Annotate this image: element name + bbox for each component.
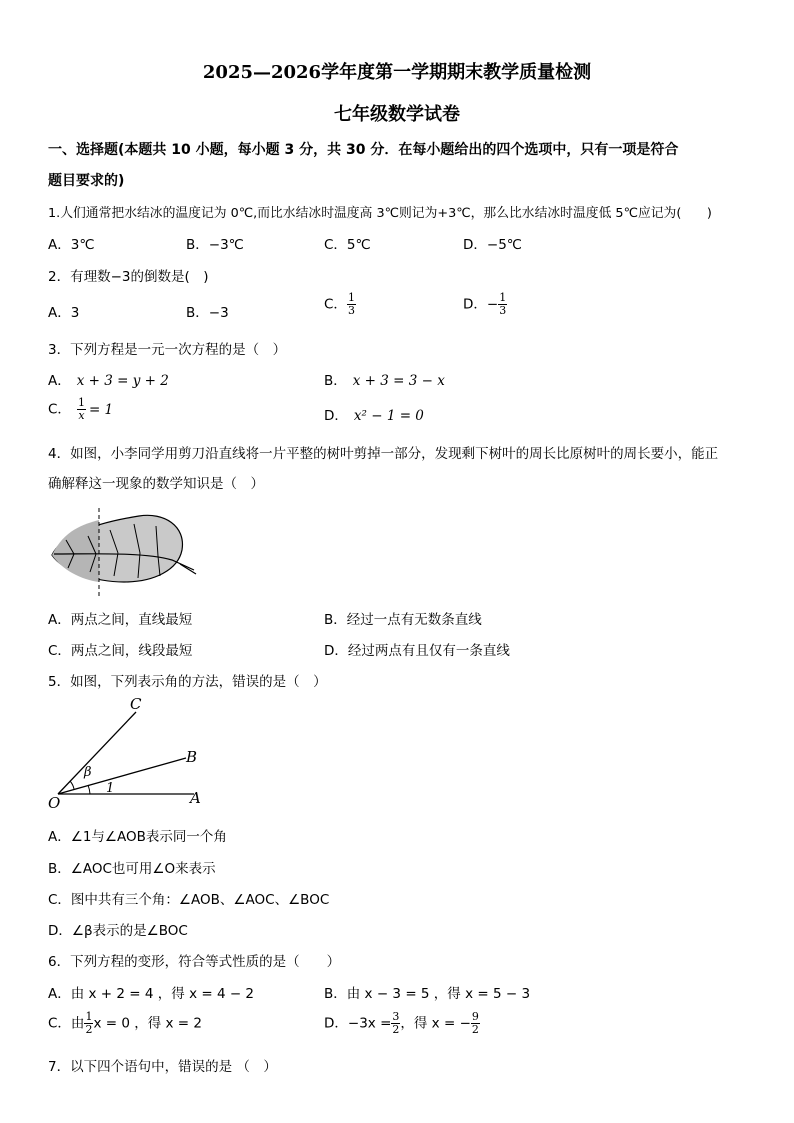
q4-option-a: A．两点之间，直线最短 [48,612,193,628]
q3-option-a: A． x + 3 = y + 2 [48,373,169,389]
q6-option-d-fraction2: $\frac{9}{2}$ [471,1010,479,1036]
label-a: A [190,789,201,807]
exam-subtitle: 七年级数学试卷 [334,104,460,125]
q5-option-a: A．∠1与∠AOB表示同一个角 [48,829,227,845]
q1-stem: 1.人们通常把水结冰的温度记为 0℃,而比水结冰时温度高 3℃则记为+3℃，那么比水结冰时温度低 5℃应记为( ) [48,206,712,221]
q3-option-b: B． x + 3 = 3 − x [324,373,445,389]
q5-option-d: D．∠β表示的是∠BOC [48,923,188,939]
label-b: B [186,748,198,766]
q3-option-c-fraction: $\frac{1}{x}$ [77,396,85,422]
q6-option-d-fraction1: $\frac{3}{2}$ [392,1010,400,1036]
leaf-figure [44,508,204,598]
q5-option-b: B．∠AOC也可用∠O来表示 [48,861,216,877]
label-c: C [130,695,142,713]
q6-option-c-fraction: $\frac{1}{2}$ [85,1010,93,1036]
q5-stem: 5．如图，下列表示角的方法，错误的是（ ） [48,674,327,690]
q4-option-b: B．经过一点有无数条直线 [324,612,482,628]
q1-option-a: A．3℃ [48,237,95,253]
q4-option-c: C．两点之间，线段最短 [48,643,193,659]
section-heading-line1: 一、选择题(本题共 10 小题，每小题 3 分，共 30 分．在每小题给出的四个选项中，只有一项是符合 [48,142,679,158]
label-beta: β [84,765,92,780]
q7-stem: 7．以下四个语句中，错误的是 （ ） [48,1059,277,1075]
q6-stem: 6．下列方程的变形，符合等式性质的是（ ） [48,954,341,970]
section-heading-line2: 题目要求的) [48,173,125,189]
q6-option-c: C．由 $\frac{1}{2}$ x = 0 ，得 x = 2 [48,1010,202,1036]
q3-option-c: C． $\frac{1}{x}$ = 1 [48,396,114,422]
q2-stem: 2．有理数−3的倒数是( ) [48,269,209,285]
q2-option-a: A．3 [48,305,80,321]
q4-stem-line2: 确解释这一现象的数学知识是（ ） [48,476,264,492]
q5-option-c: C．图中共有三个角：∠AOB、∠AOC、∠BOC [48,892,330,908]
q1-option-b: B．−3℃ [186,237,244,253]
q2-option-d-fraction: $\frac{1}{3}$ [499,291,507,317]
q1-option-d: D．−5℃ [463,237,522,253]
q2-option-b: B．−3 [186,305,229,321]
angle-figure [44,694,224,814]
label-o: O [48,794,61,812]
q2-option-c [324,292,356,317]
q4-stem-line1: 4．如图，小李同学用剪刀沿直线将一片平整的树叶剪掉一部分，发现剩下树叶的周长比原树叶的周长要小，能正 [48,446,719,462]
q6-option-b: B．由 x − 3 = 5 ，得 x = 5 − 3 [324,986,531,1002]
q2-option-c-fraction: $\frac{1}{3}$ [347,291,355,317]
q1-option-c: C．5℃ [324,237,371,253]
q6-option-a: A．由 x + 2 = 4 ，得 x = 4 − 2 [48,986,255,1002]
q2-option-c-label: C． [324,296,347,313]
q4-option-d: D．经过两点有且仅有一条直线 [324,643,510,659]
label-angle-1: 1 [106,781,115,796]
q3-option-d: D． x² − 1 = 0 [324,408,424,424]
q2-option-d-label: D． [463,296,487,313]
q2-option-d: D．− $\frac{1}{3}$ [463,291,507,317]
q6-option-d: D．−3x = $\frac{3}{2}$ ，得 x = − $\frac{9}{2}$ [324,1010,479,1036]
q3-stem: 3．下列方程是一元一次方程的是（ ） [48,342,287,358]
exam-title: 2025—2026学年度第一学期期末教学质量检测 [202,62,592,83]
